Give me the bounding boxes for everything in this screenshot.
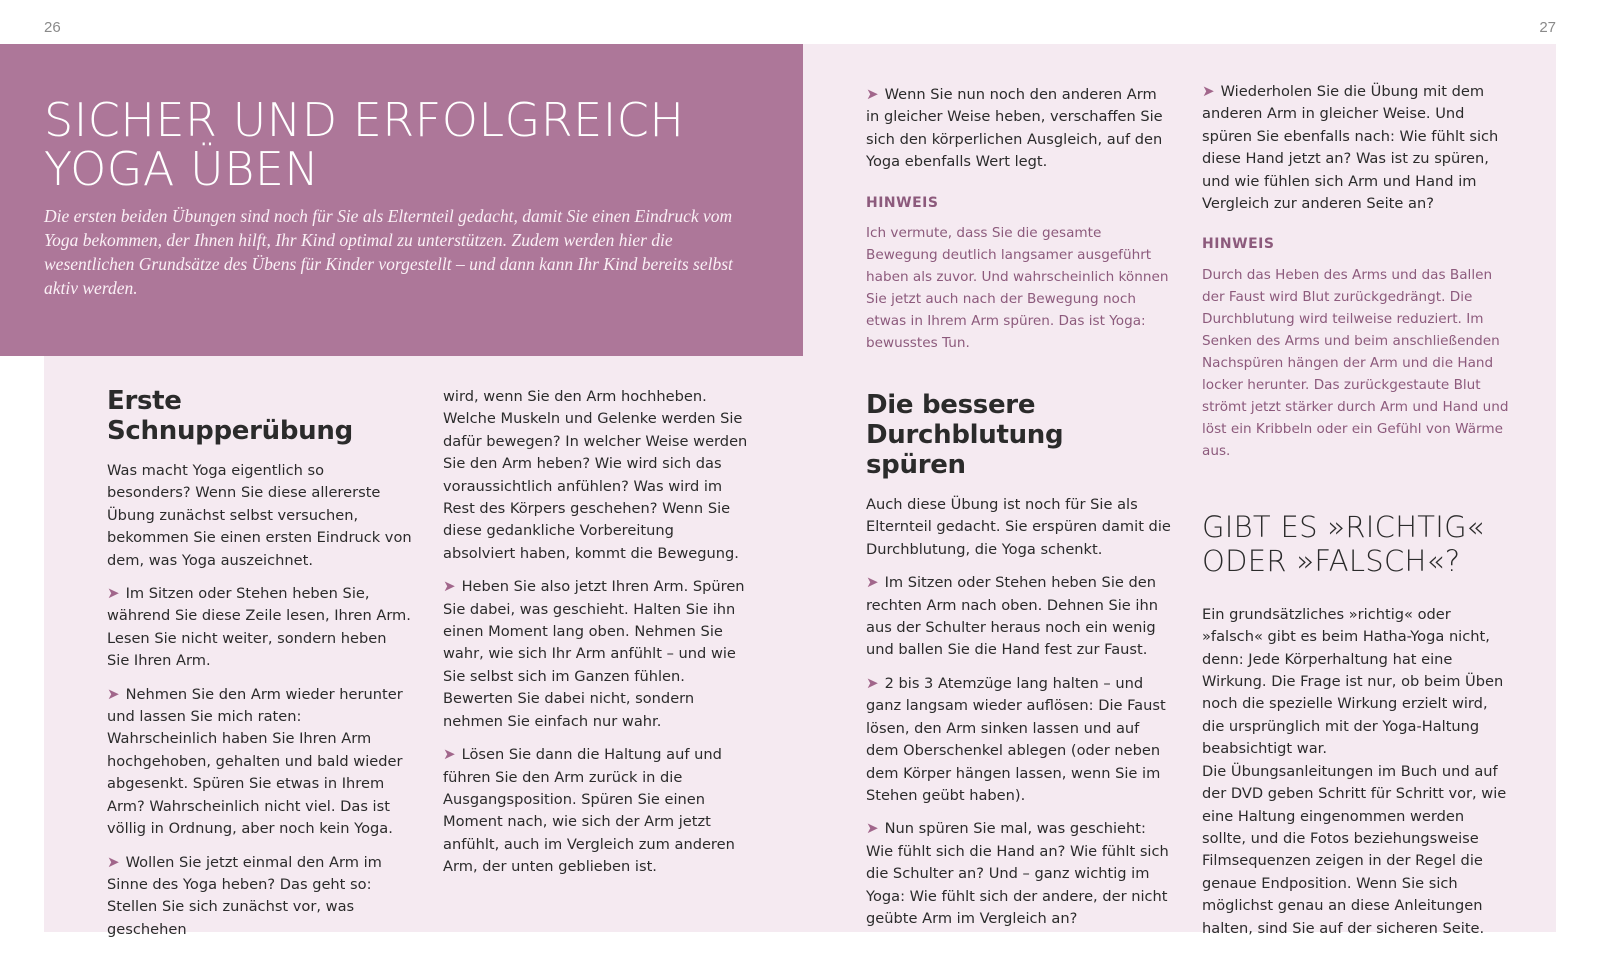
page-number-left: 26 <box>44 19 61 36</box>
arrow-icon: ➤ <box>107 852 120 871</box>
step-paragraph <box>866 571 1171 662</box>
arrow-icon: ➤ <box>443 745 456 764</box>
arrow-icon: ➤ <box>1202 82 1215 100</box>
step-text: Wenn Sie nun noch den anderen Arm in gleicher Weise heben, verschaffen Sie sich den körperlichen Ausgleich, auf den Yoga ebenfalls Wert legt. <box>866 86 1163 171</box>
step-paragraph <box>1202 80 1512 215</box>
arrow-icon: ➤ <box>866 673 879 692</box>
step-text: Lösen Sie dann die Haltung auf und führen Sie den Arm zurück in die Ausgangsposition. Spüren Sie einen Moment nach, wie sich der Arm jetzt anfühlt, auch im Vergleich zum anderen Arm, der unten geblieben ist. <box>443 746 735 876</box>
arrow-icon: ➤ <box>866 85 879 103</box>
step-paragraph <box>866 672 1171 807</box>
section-title-schnupper: Erste Schnupperübung <box>107 386 353 446</box>
arrow-icon: ➤ <box>866 819 879 838</box>
page-number-right: 27 <box>1539 19 1556 36</box>
column-1 <box>107 386 412 951</box>
paragraph: wird, wenn Sie den Arm hochheben. Welche Muskeln und Gelenke werden Sie dafür bewegen? In welcher Weise werden Sie den Arm heben? Wie wird sich das voraussichtlich anfühlen? Was wird im Rest des Körpers geschehen? Wenn Sie diese gedankliche Vorbereitung absolviert haben, kommt die Bewegung. <box>443 388 748 562</box>
section-title-line2: ODER »FALSCH«? <box>1202 543 1461 578</box>
step-paragraph <box>443 575 748 733</box>
column-3 <box>866 83 1171 940</box>
hint-text: Durch das Heben des Arms und das Ballen der Faust wird Blut zurückgedrängt. Die Durchblutung wird teilweise reduziert. Im Senken des Arms und beim anschließenden Nachspüren hängen der Arm und die Hand locker herunter. Das zurückgestaute Blut strömt jetzt stärker durch Arm und Hand und löst ein Kribbeln oder ein Gefühl von Wärme aus. <box>1202 266 1509 459</box>
page-title-line1: SICHER UND ERFOLGREICH <box>44 93 685 147</box>
page-title-line2: YOGA ÜBEN <box>44 142 320 196</box>
paragraph: Was macht Yoga eigentlich so besonders? Wenn Sie diese allererste Übung zunächst selbst versuchen, bekommen Sie einen ersten Eindruck von dem, was Yoga auszeichnet. <box>107 462 412 569</box>
paragraph: Die Übungsanleitungen im Buch und auf der DVD geben Schritt für Schritt vor, wie eine Haltung eingenommen werden sollte, und die Fotos beziehungsweise Filmsequenzen zeigen in der Regel die genaue Endposition. Wenn Sie sich möglichst genau an diese Anleitungen halten, sind Sie auf der sicheren Seite. <box>1202 762 1507 937</box>
arrow-icon: ➤ <box>443 577 456 596</box>
section-title-line1: GIBT ES »RICHTIG« <box>1202 509 1485 544</box>
paragraph: Ein grundsätzliches »richtig« oder »falsch« gibt es beim Hatha-Yoga nicht, denn: Jede Körperhaltung hat eine Wirkung. Die Frage ist nur, ob beim Üben noch die spezielle Wirkung erzielt wird, die ursprünglich mit der Yoga-Haltung beabsichtigt war. <box>1202 605 1504 758</box>
hint-label: HINWEIS <box>1202 236 1275 253</box>
step-text: Nehmen Sie den Arm wieder herunter und lassen Sie mich raten: Wahrscheinlich haben Sie Ihren Arm hochgehoben, gehalten und bald wieder abgesenkt. Spüren Sie etwas in Ihrem Arm? Wahrscheinlich nicht viel. Das ist völlig in Ordnung, aber noch kein Yoga. <box>107 685 403 838</box>
step-text: 2 bis 3 Atemzüge lang halten – und ganz langsam wieder auflösen: Die Faust lösen, den Arm sinken lassen und auf dem Oberschenkel ablegen (oder neben dem Körper hängen lassen, wenn Sie im Stehen geübt haben). <box>866 674 1166 804</box>
step-text: Nun spüren Sie mal, was geschieht: Wie fühlt sich die Hand an? Wie fühlt sich die Schulter an? Und – ganz wichtig im Yoga: Wie fühlt sich der andere, der nicht geübte Arm im Vergleich an? <box>866 820 1169 927</box>
arrow-icon: ➤ <box>107 584 120 603</box>
step-text: Wollen Sie jetzt einmal den Arm im Sinne des Yoga heben? Das geht so: Stellen Sie sich zunächst vor, was geschehen <box>107 853 382 938</box>
step-text: Im Sitzen oder Stehen heben Sie den rechten Arm nach oben. Dehnen Sie ihn aus der Schulter heraus noch ein wenig und ballen Sie die Hand fest zur Faust. <box>866 574 1158 659</box>
arrow-icon: ➤ <box>107 684 120 703</box>
section-title-richtig-falsch <box>1202 510 1512 578</box>
intro-text: Die ersten beiden Übungen sind noch für Sie als Elternteil gedacht, damit Sie einen Eindruck vom Yoga bekommen, der Ihnen hilft, Ihr Kind optimal zu unterstützen. Zudem werden hier die wesentlichen Grundsätze des Übens für Kinder vorgestellt – und dann kann Ihr Kind bereits selbst aktiv werden. <box>44 206 733 298</box>
header-box <box>0 44 803 356</box>
section-title-line1: Die bessere Durchblutung <box>866 390 1064 451</box>
step-text: Wiederholen Sie die Übung mit dem anderen Arm in gleicher Weise. Und spüren Sie ebenfalls nach: Wie fühlt sich diese Hand jetzt an? Was ist zu spüren, und wie fühlen sich Arm und Hand im Vergleich zur anderen Seite an? <box>1202 83 1499 213</box>
step-paragraph <box>443 743 748 878</box>
section-title-durchblutung <box>866 390 1171 480</box>
paragraph: Auch diese Übung ist noch für Sie als Elternteil gedacht. Sie erspüren damit die Durchblutung, die Yoga schenkt. <box>866 496 1171 558</box>
step-text: Im Sitzen oder Stehen heben Sie, während Sie diese Zeile lesen, Ihren Arm. Lesen Sie nicht weiter, sondern heben Sie Ihren Arm. <box>107 585 411 670</box>
step-paragraph <box>866 83 1171 174</box>
section-title-line2: spüren <box>866 450 966 481</box>
step-paragraph <box>866 817 1171 930</box>
arrow-icon: ➤ <box>866 573 879 592</box>
column-2 <box>443 386 748 889</box>
hint-label: HINWEIS <box>866 194 939 211</box>
step-paragraph <box>107 851 412 942</box>
step-text: Heben Sie also jetzt Ihren Arm. Spüren Sie dabei, was geschieht. Halten Sie ihn einen Moment lang oben. Nehmen Sie wahr, wie sich Ihr Arm anfühlt – und wie Sie selbst sich im Ganzen fühlen. Bewerten Sie dabei nicht, sondern nehmen Sie einfach nur wahr. <box>443 578 745 730</box>
hint-text: Ich vermute, dass Sie die gesamte Bewegung deutlich langsamer ausgeführt haben als zuvor. Und wahrscheinlich können Sie jetzt auch nach der Bewegung noch etwas in Ihrem Arm spüren. Das ist Yoga: bewusstes Tun. <box>866 225 1169 352</box>
page-title <box>44 93 763 196</box>
step-paragraph <box>107 582 412 673</box>
step-paragraph <box>107 683 412 841</box>
column-4 <box>1202 80 1512 950</box>
